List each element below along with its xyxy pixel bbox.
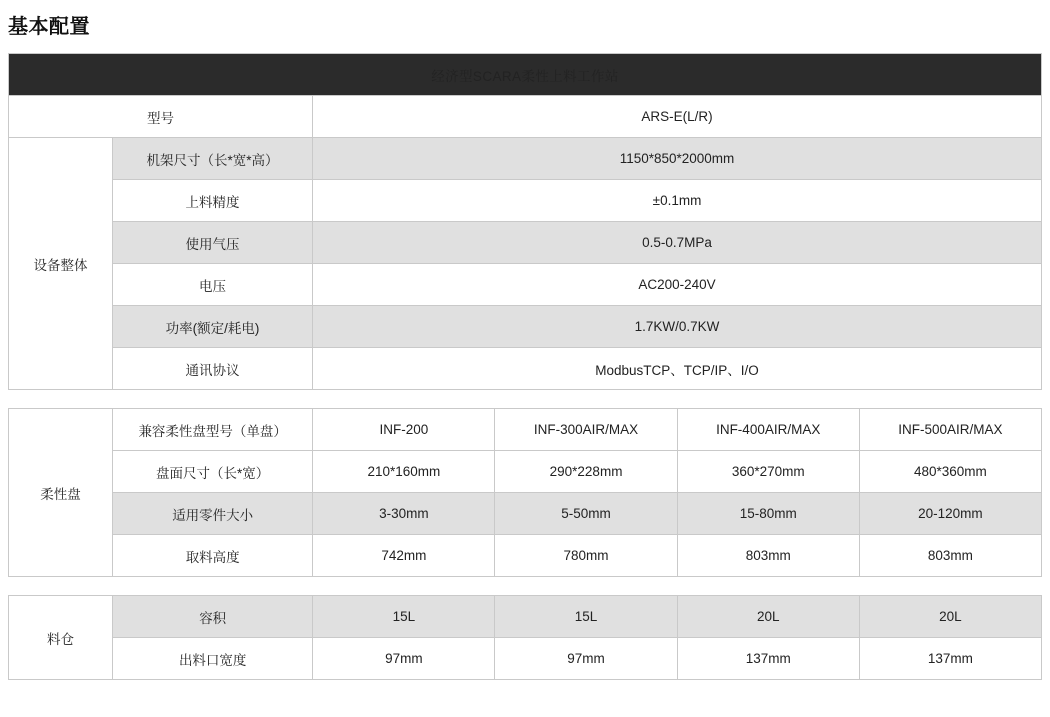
table-row bbox=[9, 138, 1042, 180]
row-value: 15L bbox=[495, 596, 677, 638]
row-value: 20L bbox=[859, 596, 1041, 638]
row-value: 0.5-0.7MPa bbox=[313, 222, 1042, 264]
row-value: 210*160mm bbox=[313, 451, 495, 493]
row-label: 通讯协议 bbox=[113, 348, 313, 390]
row-label: 功率(额定/耗电) bbox=[113, 306, 313, 348]
row-value: 20L bbox=[677, 596, 859, 638]
category-label-hopper: 料仓 bbox=[9, 596, 113, 680]
row-label: 出料口宽度 bbox=[113, 638, 313, 680]
page-title: 基本配置 bbox=[8, 16, 90, 38]
row-value: 360*270mm bbox=[677, 451, 859, 493]
row-value-model: ARS-E(L/R) bbox=[313, 96, 1042, 138]
category-label-flexible-tray: 柔性盘 bbox=[9, 409, 113, 577]
table-row-model bbox=[9, 96, 1042, 138]
row-value: 5-50mm bbox=[495, 493, 677, 535]
row-value: 1.7KW/0.7KW bbox=[313, 306, 1042, 348]
row-value: ModbusTCP、TCP/IP、I/O bbox=[313, 348, 1042, 390]
row-value: 780mm bbox=[495, 535, 677, 577]
row-value: 137mm bbox=[859, 638, 1041, 680]
row-label: 兼容柔性盘型号（单盘） bbox=[113, 409, 313, 451]
row-value: 480*360mm bbox=[859, 451, 1041, 493]
category-label-equipment: 设备整体 bbox=[9, 138, 113, 390]
row-value: 20-120mm bbox=[859, 493, 1041, 535]
row-value: 97mm bbox=[495, 638, 677, 680]
row-value: 97mm bbox=[313, 638, 495, 680]
row-label: 使用气压 bbox=[113, 222, 313, 264]
table-header-title: 经济型SCARA柔性上料工作站 bbox=[9, 54, 1042, 96]
table-row bbox=[9, 409, 1042, 451]
row-value: 803mm bbox=[859, 535, 1041, 577]
row-value: 803mm bbox=[677, 535, 859, 577]
row-value: INF-400AIR/MAX bbox=[677, 409, 859, 451]
table-row bbox=[9, 535, 1042, 577]
table-row bbox=[9, 264, 1042, 306]
row-label-model: 型号 bbox=[9, 96, 313, 138]
table-row bbox=[9, 451, 1042, 493]
table-header-row bbox=[9, 54, 1042, 96]
flexible-tray-table bbox=[8, 408, 1042, 577]
table-row bbox=[9, 180, 1042, 222]
row-label: 适用零件大小 bbox=[113, 493, 313, 535]
spec-sheet-page bbox=[0, 10, 1050, 717]
table-row bbox=[9, 638, 1042, 680]
row-label: 取料高度 bbox=[113, 535, 313, 577]
table-row bbox=[9, 493, 1042, 535]
table-row bbox=[9, 348, 1042, 390]
row-value: INF-200 bbox=[313, 409, 495, 451]
row-value: INF-300AIR/MAX bbox=[495, 409, 677, 451]
table-row bbox=[9, 596, 1042, 638]
row-label: 盘面尺寸（长*宽） bbox=[113, 451, 313, 493]
row-value: 290*228mm bbox=[495, 451, 677, 493]
row-value: 15-80mm bbox=[677, 493, 859, 535]
row-label: 机架尺寸（长*宽*高） bbox=[113, 138, 313, 180]
row-value: 742mm bbox=[313, 535, 495, 577]
equipment-overall-table bbox=[8, 53, 1042, 390]
row-value: INF-500AIR/MAX bbox=[859, 409, 1041, 451]
row-value: 15L bbox=[313, 596, 495, 638]
table-row bbox=[9, 222, 1042, 264]
hopper-table bbox=[8, 595, 1042, 680]
row-value: AC200-240V bbox=[313, 264, 1042, 306]
row-label: 电压 bbox=[113, 264, 313, 306]
row-label: 上料精度 bbox=[113, 180, 313, 222]
row-value: 1150*850*2000mm bbox=[313, 138, 1042, 180]
row-value: ±0.1mm bbox=[313, 180, 1042, 222]
row-label: 容积 bbox=[113, 596, 313, 638]
table-row bbox=[9, 306, 1042, 348]
row-value: 3-30mm bbox=[313, 493, 495, 535]
row-value: 137mm bbox=[677, 638, 859, 680]
